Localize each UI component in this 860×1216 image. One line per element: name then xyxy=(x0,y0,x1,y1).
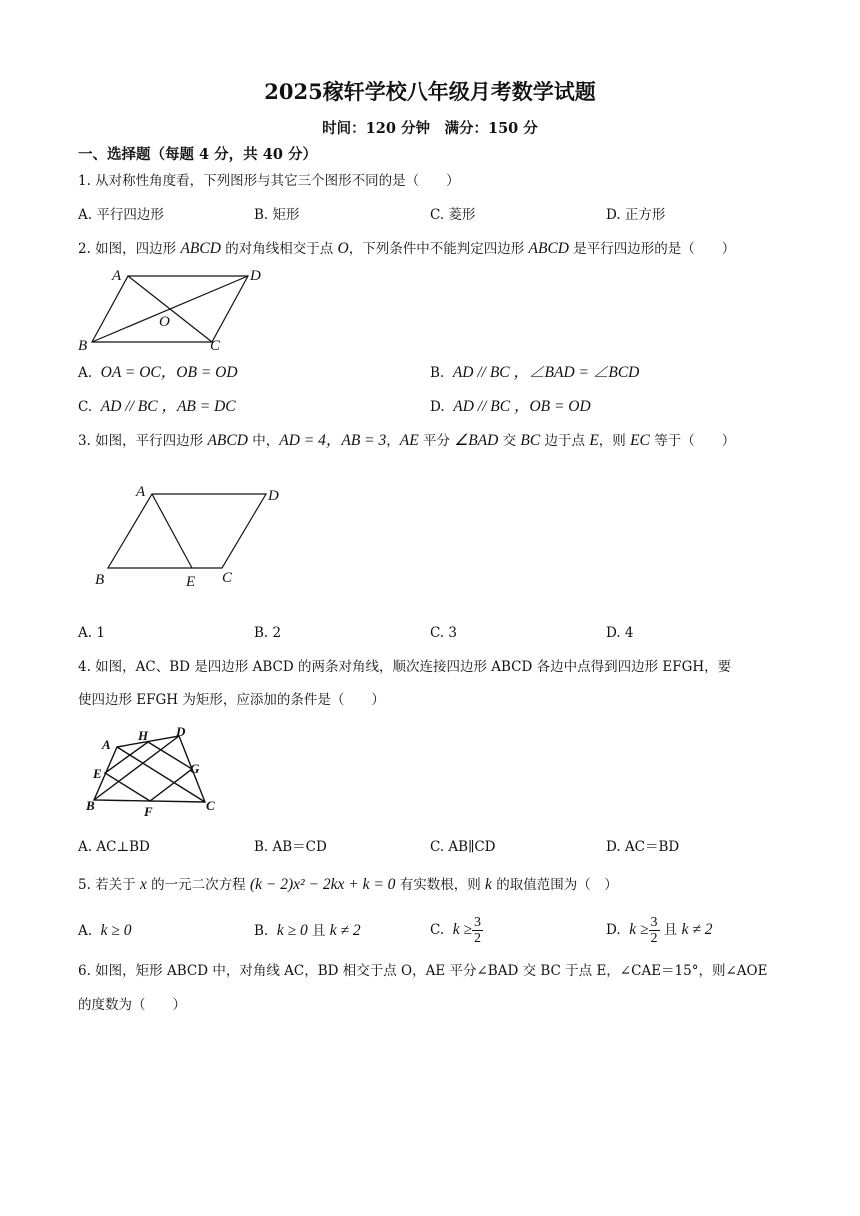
q1-option-b: B. 矩形 xyxy=(254,207,300,223)
q2-label-o: O xyxy=(159,314,170,330)
q1-option-d: D. 正方形 xyxy=(606,207,666,223)
q4-label-e: E xyxy=(93,766,102,781)
q3-label-c: C xyxy=(222,570,233,586)
q4-option-c: C. AB∥CD xyxy=(430,839,496,855)
q2-option-d: D. AD // BC ，OB = OD xyxy=(430,398,591,415)
q2-label-a: A xyxy=(112,268,122,284)
q4-option-a: A. AC⊥BD xyxy=(78,839,150,855)
q2-option-a: A. OA = OC，OB = OD xyxy=(78,364,238,381)
q4-label-f: F xyxy=(144,804,153,819)
exam-subtitle: 时间：120 分钟 满分：150 分 xyxy=(322,120,538,137)
section-heading: 一、选择题（每题 4 分，共 40 分） xyxy=(78,146,317,163)
q3-option-c: C. 3 xyxy=(430,625,458,641)
question-6-line-2: 的度数为（ ） xyxy=(78,997,186,1013)
q1-option-a: A. 平行四边形 xyxy=(78,207,164,223)
q2-label-b: B xyxy=(78,338,88,354)
q3-label-e: E xyxy=(186,574,196,590)
q5-option-a: A. k ≥ 0 xyxy=(78,922,132,939)
question-4-line-1: 4. 如图，AC、BD 是四边形 ABCD 的两条对角线，顺次连接四边形 ABCD 各边中点得到四边形 EFGH，要 xyxy=(78,659,732,675)
q2-option-b: B. AD // BC ，∠BAD = ∠BCD xyxy=(430,364,640,381)
q3-label-a: A xyxy=(136,484,146,500)
q4-option-d: D. AC＝BD xyxy=(606,839,680,855)
q2-label-c: C xyxy=(210,338,221,354)
q5-option-d: D. k ≥ $\frac{3}{2}$ 且 k ≠ 2 xyxy=(606,915,713,946)
exam-title: 2025稼轩学校八年级月考数学试题 xyxy=(264,79,596,104)
q2-parallelogram-figure xyxy=(78,264,278,354)
q5-option-c: C. k ≥ $\frac{3}{2}$ xyxy=(430,915,481,946)
q2-option-c: C. AD // BC ，AB = DC xyxy=(78,398,236,415)
q5-option-b: B. k ≥ 0 且 k ≠ 2 xyxy=(254,922,361,939)
q4-label-b: B xyxy=(86,798,95,813)
q3-option-d: D. 4 xyxy=(606,625,634,641)
q4-label-h: H xyxy=(138,728,149,743)
question-3: 3. 如图，平行四边形 ABCD 中，AD = 4，AB = 3，AE 平分 ∠BAD 交 BC 边于点 E，则 EC 等于（ ） xyxy=(78,432,736,449)
q1-option-c: C. 菱形 xyxy=(430,207,476,223)
q5-c-fraction: $\frac{3}{2}$ xyxy=(474,915,481,946)
question-4-line-2: 使四边形 EFGH 为矩形，应添加的条件是（ ） xyxy=(78,692,385,708)
q4-option-b: B. AB＝CD xyxy=(254,839,327,855)
q2-label-d: D xyxy=(250,268,261,284)
question-5: 5. 若关于 x 的一元二次方程 (k − 2)x² − 2kx + k = 0 有实数根，则 k 的取值范围为（ ） xyxy=(78,876,618,893)
question-6-line-1: 6. 如图，矩形 ABCD 中，对角线 AC，BD 相交于点 O，AE 平分∠BAD 交 BC 于点 E，∠CAE＝15°，则∠AOE xyxy=(78,963,768,979)
q5-d-fraction: $\frac{3}{2}$ xyxy=(650,915,658,946)
q3-option-a: A. 1 xyxy=(78,625,105,641)
q3-label-d: D xyxy=(268,488,279,504)
question-2: 2. 如图，四边形 ABCD 的对角线相交于点 O，下列条件中不能判定四边形 ABCD 是平行四边形的是（ ） xyxy=(78,240,736,257)
question-1: 1. 从对称性角度看，下列图形与其它三个图形不同的是（ ） xyxy=(78,173,460,189)
q3-label-b: B xyxy=(95,572,105,588)
q4-label-c: C xyxy=(206,798,215,813)
q4-label-g: G xyxy=(190,761,200,776)
q3-option-b: B. 2 xyxy=(254,625,282,641)
q3-parallelogram-figure xyxy=(90,478,300,590)
q4-label-a: A xyxy=(102,737,111,752)
q4-quadrilateral-figure xyxy=(84,724,234,824)
q4-label-d: D xyxy=(176,724,186,739)
